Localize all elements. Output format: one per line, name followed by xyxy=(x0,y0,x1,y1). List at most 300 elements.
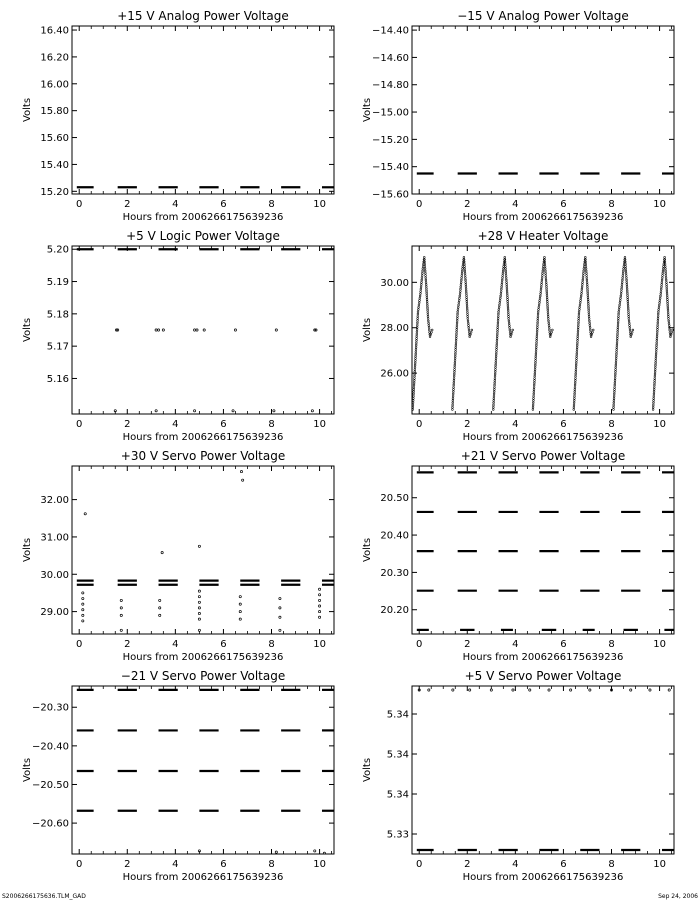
heater-sample xyxy=(419,300,421,302)
heater-sample xyxy=(509,331,511,333)
x-tick-label: 6 xyxy=(560,639,567,650)
data-point xyxy=(198,596,200,598)
heater-sample xyxy=(507,303,509,305)
heater-sample xyxy=(536,340,538,342)
data-point xyxy=(203,329,205,331)
chart-title: −15 V Analog Power Voltage xyxy=(457,9,629,23)
heater-sample xyxy=(416,333,418,335)
plot-frame xyxy=(412,466,674,634)
heater-sample xyxy=(622,277,624,279)
heater-sample xyxy=(580,297,582,299)
heater-sample xyxy=(665,275,667,277)
heater-sample xyxy=(613,397,615,399)
data-point xyxy=(318,599,320,601)
heater-sample xyxy=(581,291,583,293)
heater-sample xyxy=(536,335,538,337)
heater-sample xyxy=(539,295,541,297)
heater-sample xyxy=(547,313,549,315)
heater-sample xyxy=(617,320,619,322)
heater-sample xyxy=(467,316,469,318)
heater-sample xyxy=(580,300,582,302)
x-tick-label: 4 xyxy=(172,859,179,870)
x-tick-label: 0 xyxy=(76,639,83,650)
x-tick-label: 2 xyxy=(464,859,471,870)
heater-sample xyxy=(666,290,668,292)
heater-sample xyxy=(413,386,415,388)
heater-sample xyxy=(495,362,497,364)
y-tick-label: 16.00 xyxy=(40,79,69,91)
heater-sample xyxy=(544,259,546,261)
chart-panel-2 xyxy=(362,9,674,223)
data-layer xyxy=(417,472,674,630)
heater-sample xyxy=(671,331,673,333)
heater-sample xyxy=(654,371,656,373)
heater-sample xyxy=(613,400,615,402)
heater-sample xyxy=(499,300,501,302)
heater-sample xyxy=(458,302,460,304)
y-tick-label: 5.16 xyxy=(46,373,69,385)
heater-sample xyxy=(532,406,534,408)
heater-sample xyxy=(655,364,657,366)
heater-sample xyxy=(454,353,456,355)
heater-sample xyxy=(549,336,551,338)
heater-sample xyxy=(582,279,584,281)
heater-sample xyxy=(652,404,654,406)
heater-sample xyxy=(613,402,615,404)
y-tick-label: 29.00 xyxy=(40,607,69,619)
heater-sample xyxy=(590,331,592,333)
heater-sample xyxy=(667,316,669,318)
data-point xyxy=(452,689,454,691)
heater-sample xyxy=(658,304,660,306)
heater-sample xyxy=(495,355,497,357)
heater-sample xyxy=(667,305,669,307)
heater-sample xyxy=(494,371,496,373)
heater-sample xyxy=(412,402,414,404)
heater-sample xyxy=(581,288,583,290)
heater-sample xyxy=(540,293,542,295)
heater-sample xyxy=(654,377,656,379)
heater-sample xyxy=(546,288,548,290)
data-point xyxy=(82,620,84,622)
heater-sample xyxy=(427,316,429,318)
heater-sample xyxy=(614,389,616,391)
heater-sample xyxy=(420,284,422,286)
heater-sample xyxy=(622,279,624,281)
heater-sample xyxy=(412,397,414,399)
heater-sample xyxy=(672,329,674,331)
heater-sample xyxy=(573,404,575,406)
heater-sample xyxy=(573,409,575,411)
heater-sample xyxy=(534,373,536,375)
data-point xyxy=(318,616,320,618)
heater-sample xyxy=(587,296,589,298)
heater-sample xyxy=(577,329,579,331)
data-layer xyxy=(412,256,674,410)
heater-sample xyxy=(453,382,455,384)
heater-sample xyxy=(431,331,433,333)
heater-sample xyxy=(616,346,618,348)
heater-sample xyxy=(415,342,417,344)
heater-sample xyxy=(467,311,469,313)
heater-sample xyxy=(420,288,422,290)
heater-sample xyxy=(549,331,551,333)
heater-sample xyxy=(576,344,578,346)
heater-sample xyxy=(653,389,655,391)
heater-sample xyxy=(454,358,456,360)
x-tick-label: 4 xyxy=(512,199,519,210)
heater-sample xyxy=(456,331,458,333)
heater-sample xyxy=(413,389,415,391)
heater-sample xyxy=(496,349,498,351)
heater-sample xyxy=(614,382,616,384)
heater-sample xyxy=(501,284,503,286)
heater-sample xyxy=(424,268,426,270)
heater-sample xyxy=(452,402,454,404)
heater-sample xyxy=(493,400,495,402)
heater-sample xyxy=(427,309,429,311)
data-point xyxy=(234,329,236,331)
heater-sample xyxy=(431,329,433,331)
heater-sample xyxy=(536,338,538,340)
heater-sample xyxy=(616,344,618,346)
heater-sample xyxy=(613,391,615,393)
heater-sample xyxy=(494,384,496,386)
heater-sample xyxy=(615,360,617,362)
heater-sample xyxy=(621,288,623,290)
heater-sample xyxy=(510,336,512,338)
heater-sample xyxy=(537,313,539,315)
data-point xyxy=(275,851,277,853)
chart-panel-5 xyxy=(22,449,334,663)
data-point xyxy=(490,689,492,691)
heater-sample xyxy=(536,331,538,333)
heater-sample xyxy=(535,346,537,348)
heater-sample xyxy=(551,331,553,333)
heater-sample xyxy=(666,296,668,298)
heater-sample xyxy=(464,270,466,272)
heater-sample xyxy=(501,281,503,283)
heater-sample xyxy=(452,406,454,408)
chart-panel-7 xyxy=(22,669,334,883)
heater-sample xyxy=(461,277,463,279)
heater-sample xyxy=(628,318,630,320)
heater-sample xyxy=(616,338,618,340)
heater-sample xyxy=(414,371,416,373)
heater-sample xyxy=(494,377,496,379)
heater-sample xyxy=(425,284,427,286)
data-point xyxy=(84,513,86,515)
heater-sample xyxy=(627,303,629,305)
x-tick-label: 8 xyxy=(608,639,615,650)
heater-sample xyxy=(497,315,499,317)
heater-sample xyxy=(625,272,627,274)
heater-sample xyxy=(417,313,419,315)
heater-sample xyxy=(667,309,669,311)
heater-sample xyxy=(508,322,510,324)
data-point xyxy=(155,329,157,331)
heater-sample xyxy=(426,290,428,292)
heater-sample xyxy=(615,355,617,357)
x-tick-label: 6 xyxy=(560,419,567,430)
heater-sample xyxy=(426,294,428,296)
heater-sample xyxy=(589,325,591,327)
heater-sample xyxy=(414,362,416,364)
y-tick-label: 16.40 xyxy=(40,25,69,37)
heater-sample xyxy=(657,326,659,328)
heater-sample xyxy=(507,301,509,303)
heater-sample xyxy=(416,329,418,331)
heater-sample xyxy=(666,288,668,290)
data-point xyxy=(120,629,122,631)
heater-sample xyxy=(459,291,461,293)
heater-sample xyxy=(456,329,458,331)
heater-sample xyxy=(574,382,576,384)
heater-sample xyxy=(454,364,456,366)
heater-sample xyxy=(662,268,664,270)
x-tick-label: 6 xyxy=(560,859,567,870)
y-tick-label: 31.00 xyxy=(40,532,69,544)
heater-sample xyxy=(498,313,500,315)
heater-sample xyxy=(416,340,418,342)
heater-sample xyxy=(544,263,546,265)
heater-sample xyxy=(577,340,579,342)
heater-sample xyxy=(415,353,417,355)
heater-sample xyxy=(576,349,578,351)
heater-sample xyxy=(661,286,663,288)
heater-sample xyxy=(495,351,497,353)
data-layer xyxy=(77,249,334,412)
heater-sample xyxy=(628,320,630,322)
heater-sample xyxy=(541,281,543,283)
heater-sample xyxy=(588,320,590,322)
heater-sample xyxy=(461,272,463,274)
data-point xyxy=(318,588,320,590)
heater-sample xyxy=(468,329,470,331)
heater-sample xyxy=(586,275,588,277)
heater-sample xyxy=(656,338,658,340)
heater-sample xyxy=(575,362,577,364)
heater-sample xyxy=(653,397,655,399)
heater-sample xyxy=(586,286,588,288)
heater-sample xyxy=(587,290,589,292)
heater-sample xyxy=(631,331,633,333)
heater-sample xyxy=(506,292,508,294)
x-tick-label: 10 xyxy=(313,199,326,210)
heater-sample xyxy=(656,346,658,348)
heater-sample xyxy=(541,275,543,277)
heater-sample xyxy=(496,342,498,344)
data-point xyxy=(159,607,161,609)
heater-sample xyxy=(504,259,506,261)
heater-sample xyxy=(538,302,540,304)
heater-sample xyxy=(533,389,535,391)
heater-sample xyxy=(428,325,430,327)
heater-sample xyxy=(621,286,623,288)
heater-sample xyxy=(659,300,661,302)
heater-sample xyxy=(506,290,508,292)
data-point xyxy=(198,601,200,603)
heater-sample xyxy=(418,302,420,304)
heater-sample xyxy=(429,336,431,338)
heater-sample xyxy=(541,277,543,279)
heater-sample xyxy=(660,291,662,293)
heater-sample xyxy=(666,294,668,296)
heater-sample xyxy=(664,266,666,268)
heater-sample xyxy=(497,326,499,328)
heater-sample xyxy=(573,402,575,404)
heater-sample xyxy=(471,329,473,331)
data-point xyxy=(239,618,241,620)
heater-sample xyxy=(575,364,577,366)
heater-sample xyxy=(625,275,627,277)
heater-sample xyxy=(545,277,547,279)
plot-frame xyxy=(412,686,674,854)
heater-sample xyxy=(505,270,507,272)
heater-sample xyxy=(426,292,428,294)
heater-sample xyxy=(578,311,580,313)
heater-sample xyxy=(429,331,431,333)
heater-sample xyxy=(588,305,590,307)
heater-sample xyxy=(574,380,576,382)
heater-sample xyxy=(421,279,423,281)
x-tick-label: 0 xyxy=(416,859,423,870)
heater-sample xyxy=(626,286,628,288)
heater-sample xyxy=(497,318,499,320)
heater-sample xyxy=(626,288,628,290)
heater-sample xyxy=(587,301,589,303)
heater-sample xyxy=(668,322,670,324)
y-tick-label: 5.34 xyxy=(386,749,409,761)
heater-sample xyxy=(421,275,423,277)
heater-sample xyxy=(534,366,536,368)
heater-sample xyxy=(574,393,576,395)
heater-sample xyxy=(583,272,585,274)
heater-sample xyxy=(545,272,547,274)
plot-frame xyxy=(72,26,334,194)
heater-sample xyxy=(532,409,534,411)
heater-sample xyxy=(583,270,585,272)
heater-sample xyxy=(545,279,547,281)
heater-sample xyxy=(451,409,453,411)
heater-sample xyxy=(669,336,671,338)
x-tick-label: 10 xyxy=(313,859,326,870)
heater-sample xyxy=(659,302,661,304)
data-point xyxy=(239,596,241,598)
x-tick-label: 6 xyxy=(220,419,227,430)
heater-sample xyxy=(575,377,577,379)
heater-sample xyxy=(614,375,616,377)
x-tick-label: 2 xyxy=(124,419,131,430)
heater-sample xyxy=(496,340,498,342)
heater-sample xyxy=(541,284,543,286)
heater-sample xyxy=(470,331,472,333)
heater-sample xyxy=(456,320,458,322)
heater-sample xyxy=(455,349,457,351)
heater-sample xyxy=(622,275,624,277)
heater-sample xyxy=(537,320,539,322)
x-tick-label: 8 xyxy=(268,199,275,210)
heater-sample xyxy=(465,281,467,283)
data-point xyxy=(198,545,200,547)
heater-sample xyxy=(539,297,541,299)
x-tick-label: 0 xyxy=(416,419,423,430)
heater-sample xyxy=(614,380,616,382)
data-point xyxy=(198,612,200,614)
heater-sample xyxy=(660,288,662,290)
heater-sample xyxy=(652,406,654,408)
heater-sample xyxy=(621,281,623,283)
heater-sample xyxy=(417,322,419,324)
heater-sample xyxy=(626,292,628,294)
data-point xyxy=(82,592,84,594)
heater-sample xyxy=(494,375,496,377)
heater-sample xyxy=(493,402,495,404)
data-point xyxy=(162,329,164,331)
heater-sample xyxy=(495,364,497,366)
heater-sample xyxy=(533,397,535,399)
heater-sample xyxy=(456,324,458,326)
heater-sample xyxy=(496,338,498,340)
heater-sample xyxy=(426,305,428,307)
heater-sample xyxy=(421,272,423,274)
heater-sample xyxy=(627,305,629,307)
data-point xyxy=(114,410,116,412)
heater-sample xyxy=(505,275,507,277)
heater-sample xyxy=(413,382,415,384)
heater-sample xyxy=(576,360,578,362)
heater-sample xyxy=(548,320,550,322)
data-point xyxy=(279,607,281,609)
heater-sample xyxy=(465,279,467,281)
heater-sample xyxy=(654,380,656,382)
heater-sample xyxy=(497,331,499,333)
heater-sample xyxy=(623,268,625,270)
heater-sample xyxy=(615,371,617,373)
heater-sample xyxy=(659,297,661,299)
heater-sample xyxy=(533,395,535,397)
y-axis-label: Volts xyxy=(22,317,33,343)
y-tick-label: −20.50 xyxy=(31,779,69,791)
data-point xyxy=(161,552,163,554)
data-layer xyxy=(77,690,334,854)
y-axis-label: Volts xyxy=(22,757,33,783)
data-point xyxy=(232,410,234,412)
x-tick-label: 10 xyxy=(653,639,666,650)
heater-sample xyxy=(506,288,508,290)
heater-sample xyxy=(573,400,575,402)
y-tick-label: 16.20 xyxy=(40,52,69,64)
x-tick-label: 2 xyxy=(464,639,471,650)
heater-sample xyxy=(455,346,457,348)
heater-sample xyxy=(457,313,459,315)
heater-sample xyxy=(580,295,582,297)
heater-sample xyxy=(547,318,549,320)
y-tick-label: −14.60 xyxy=(371,52,409,64)
heater-sample xyxy=(428,327,430,329)
heater-sample xyxy=(585,263,587,265)
heater-sample xyxy=(621,284,623,286)
data-point xyxy=(155,410,157,412)
heater-sample xyxy=(654,384,656,386)
heater-sample xyxy=(626,284,628,286)
heater-sample xyxy=(618,306,620,308)
heater-sample xyxy=(615,369,617,371)
heater-sample xyxy=(466,303,468,305)
heater-sample xyxy=(534,364,536,366)
heater-sample xyxy=(427,318,429,320)
heater-sample xyxy=(575,366,577,368)
